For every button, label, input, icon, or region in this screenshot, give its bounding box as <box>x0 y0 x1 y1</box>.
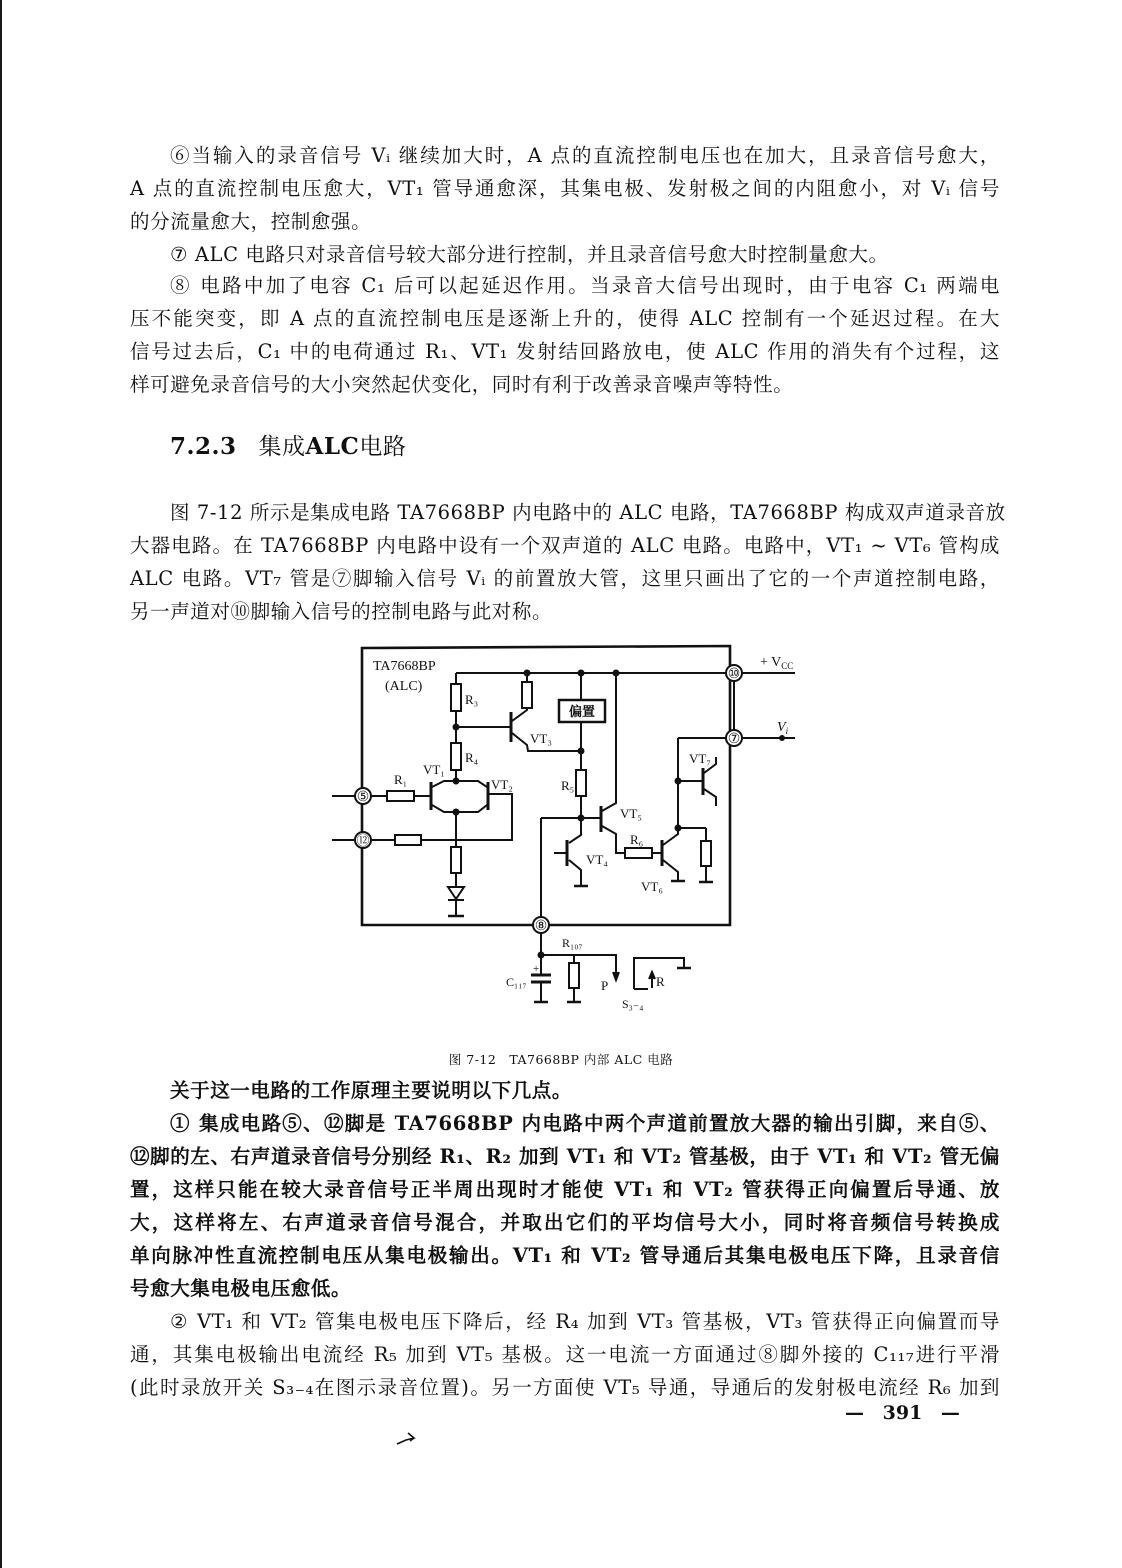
pin-10-label: ⑩ <box>727 667 741 682</box>
paragraph-line: (此时录放开关 S₃₋₄在图示录音位置)。另一方面使 VT₅ 导通，导通后的发射极电流经 R₆ 加到 <box>130 1376 1000 1399</box>
resistor-vt6-load <box>701 841 711 866</box>
page-number <box>845 1402 960 1424</box>
c117-label: C₁₁₇ <box>506 975 527 989</box>
paragraph-intro <box>130 496 1006 628</box>
paragraph-line: 信号过去后，C₁ 中的电荷通过 R₁、VT₁ 发射结回路放电，使 ALC 作用的消失有个过程，这 <box>130 340 1000 363</box>
transistor-vt3-collector <box>512 708 527 721</box>
vt4-label: VT₄ <box>586 852 608 867</box>
junction-dot <box>454 779 459 784</box>
resistor-r1 <box>387 791 414 801</box>
paragraph-line: 样可避免录音信号的大小突然起伏变化，同时有利于改善录音噪声等特性。 <box>130 373 794 396</box>
paragraph-line: ⑦ ALC 电路只对录音信号较大部分进行控制，并且录音信号愈大时控制量愈大。 <box>170 243 889 266</box>
junction-dot <box>579 749 584 754</box>
chip-label: TA7668BP <box>373 659 436 674</box>
paragraph-1 <box>130 1107 1000 1305</box>
paragraph-line: 大，这样将左、右声道录音信号混合，并取出它们的平均信号大小，同时将音频信号转换成 <box>130 1211 1000 1234</box>
transistor-vt7-emitter <box>704 789 716 806</box>
pin-12-label: ⑫ <box>356 833 370 848</box>
page-number-dash: — <box>940 1402 960 1424</box>
section-title-part: 电路 <box>359 434 407 460</box>
vt7-label: VT₇ <box>689 751 711 766</box>
paragraph-line: 置，这样只能在较大录音信号正半周出现时才能使 VT₁ 和 VT₂ 管获得正向偏置后导通、放 <box>130 1178 1000 1201</box>
diode <box>448 887 464 899</box>
paragraph-line: 大器电路。在 TA7668BP 内电路中设有一个双声道的 ALC 电路。电路中，VT₁ ~ VT₆ 管构成 <box>130 534 1000 557</box>
paragraph-line: ⑥当输入的录音信号 Vᵢ 继续加大时，A 点的直流控制电压也在加大，且录音信号愈大， <box>170 144 1000 167</box>
vt5-label: VT₅ <box>620 806 642 821</box>
paragraph-line: ② VT₁ 和 VT₂ 管集电极电压下降后，经 R₄ 加到 VT₃ 管基极，VT₃ 管获得正向偏置而导 <box>170 1310 1000 1333</box>
vt3-label: VT₃ <box>530 731 552 746</box>
paragraph-line: 单向脉冲性直流控制电压从集电极输出。VT₁ 和 VT₂ 管导通后其集电极电压下降，且录音信 <box>130 1244 1000 1267</box>
r3-label: R₃ <box>465 692 479 707</box>
circuit-diagram <box>320 636 800 1036</box>
r107-label: R₁₀₇ <box>562 936 583 950</box>
chip-sub-label: (ALC) <box>385 679 423 694</box>
input-label-main: V <box>777 720 786 735</box>
paragraph-line: A 点的直流控制电压愈大，VT₁ 管导通愈深，其集电极、发射极之间的内阻愈小，对 Vᵢ 信号 <box>130 177 1000 200</box>
supply-label-main: + V <box>760 655 782 670</box>
wire <box>456 794 512 840</box>
vt6-label: VT₆ <box>641 879 663 894</box>
section-number: 7.2.3 <box>170 433 237 460</box>
section-heading <box>170 428 406 461</box>
resistor-r107 <box>569 963 579 988</box>
bias-block-label: 偏置 <box>568 704 596 719</box>
resistor-emitter <box>451 847 461 873</box>
supply-label-sub: CC <box>781 661 794 671</box>
vt2-label: VT₂ <box>491 777 513 792</box>
transistor-vt5-emitter <box>602 826 625 853</box>
paragraph-line: 的分流量愈大，控制愈强。 <box>130 210 372 233</box>
resistor-r5 <box>576 770 586 796</box>
scan-left-border <box>0 0 2 1568</box>
vt1-label: VT₁ <box>423 762 445 777</box>
paragraph-line: ⑫脚的左、右声道录音信号分别经 R₁、R₂ 加到 VT₁ 和 VT₂ 管基极，由于 VT₁ 和 VT₂ 管无偏 <box>130 1145 1000 1168</box>
pen-mark-icon <box>396 1432 420 1446</box>
paragraph-line: 号愈大集电极电压愈低。 <box>130 1277 352 1300</box>
r5-label: R₅ <box>561 778 575 793</box>
paragraph-line: ALC 电路。VT₇ 管是⑦脚输入信号 Vᵢ 的前置放大管，这里只画出了它的一个声道控制电路， <box>130 567 1000 590</box>
pin-5-label: ⑤ <box>356 790 370 805</box>
page-number-dash: — <box>845 1402 864 1424</box>
paragraph-line: 压不能突变，即 A 点的直流控制电压是逐渐上升的，使得 ALC 控制有一个延迟过程。在大 <box>130 307 1000 330</box>
r4-label: R₄ <box>465 750 479 765</box>
section-title-part: 集成 <box>258 434 306 460</box>
transistor-pair-collectors <box>432 781 487 787</box>
paragraph-2 <box>130 1305 1000 1404</box>
figure-caption: 图 7-12 TA7668BP 内部 ALC 电路 <box>448 1052 674 1067</box>
input-label <box>777 720 789 736</box>
paragraph-8 <box>130 269 1000 401</box>
transistor-vt4-emitter <box>569 860 581 886</box>
transistor-vt6-emitter <box>663 860 678 881</box>
switch-name-label: S₃₋₄ <box>622 997 644 1011</box>
input-label-sub: i <box>785 726 789 736</box>
page-number-value: 391 <box>882 1402 923 1424</box>
paragraph-6 <box>130 139 1000 238</box>
switch-r-label: R <box>656 974 665 989</box>
resistor-vt3-collector <box>522 682 532 708</box>
resistor-r6 <box>625 848 652 858</box>
paragraph-line: 另一声道对⑩脚输入信号的控制电路与此对称。 <box>130 600 553 623</box>
resistor-r4 <box>451 743 461 770</box>
paragraph-line: ① 集成电路⑤、⑫脚是 TA7668BP 内电路中两个声道前置放大器的输出引脚，来自⑤、 <box>170 1112 1000 1135</box>
paragraph-line: 通，其集电极输出电流经 R₅ 加到 VT₅ 基极。这一电流一方面通过⑧脚外接的 C₁₁₇进行平滑 <box>130 1343 1000 1366</box>
paragraph-7 <box>130 238 1000 271</box>
paragraph-line: ⑧ 电路中加了电容 C₁ 后可以起延迟作用。当录音大信号出现时，由于电容 C₁ 两端电 <box>170 274 1000 297</box>
r6-label: R₆ <box>630 832 644 847</box>
junction-dot <box>780 736 784 740</box>
section-title-part: ALC <box>305 433 360 460</box>
switch-p-arrow <box>613 972 619 980</box>
resistor-r2 <box>395 835 421 845</box>
transistor-vt4-collector <box>569 818 581 843</box>
transistor-pair-emitters <box>432 805 487 812</box>
switch-p-label: P <box>601 978 609 993</box>
paragraph-line: 图 7-12 所示是集成电路 TA7668BP 内电路中的 ALC 电路，TA7668BP 构成双声道录音放 <box>170 501 1006 524</box>
pin-7-label: ⑦ <box>727 732 741 747</box>
transistor-vt5-collector <box>602 673 616 811</box>
r1-label: R₁ <box>394 772 408 787</box>
resistor-r3 <box>451 684 461 711</box>
paragraph-lead <box>130 1074 1000 1107</box>
supply-label <box>760 655 793 671</box>
pin-8-label: ⑧ <box>534 919 548 934</box>
paragraph-line: 关于这一电路的工作原理主要说明以下几点。 <box>170 1079 573 1102</box>
capacitor-polarity: + <box>533 963 540 975</box>
switch-r-arrowhead <box>649 972 655 979</box>
